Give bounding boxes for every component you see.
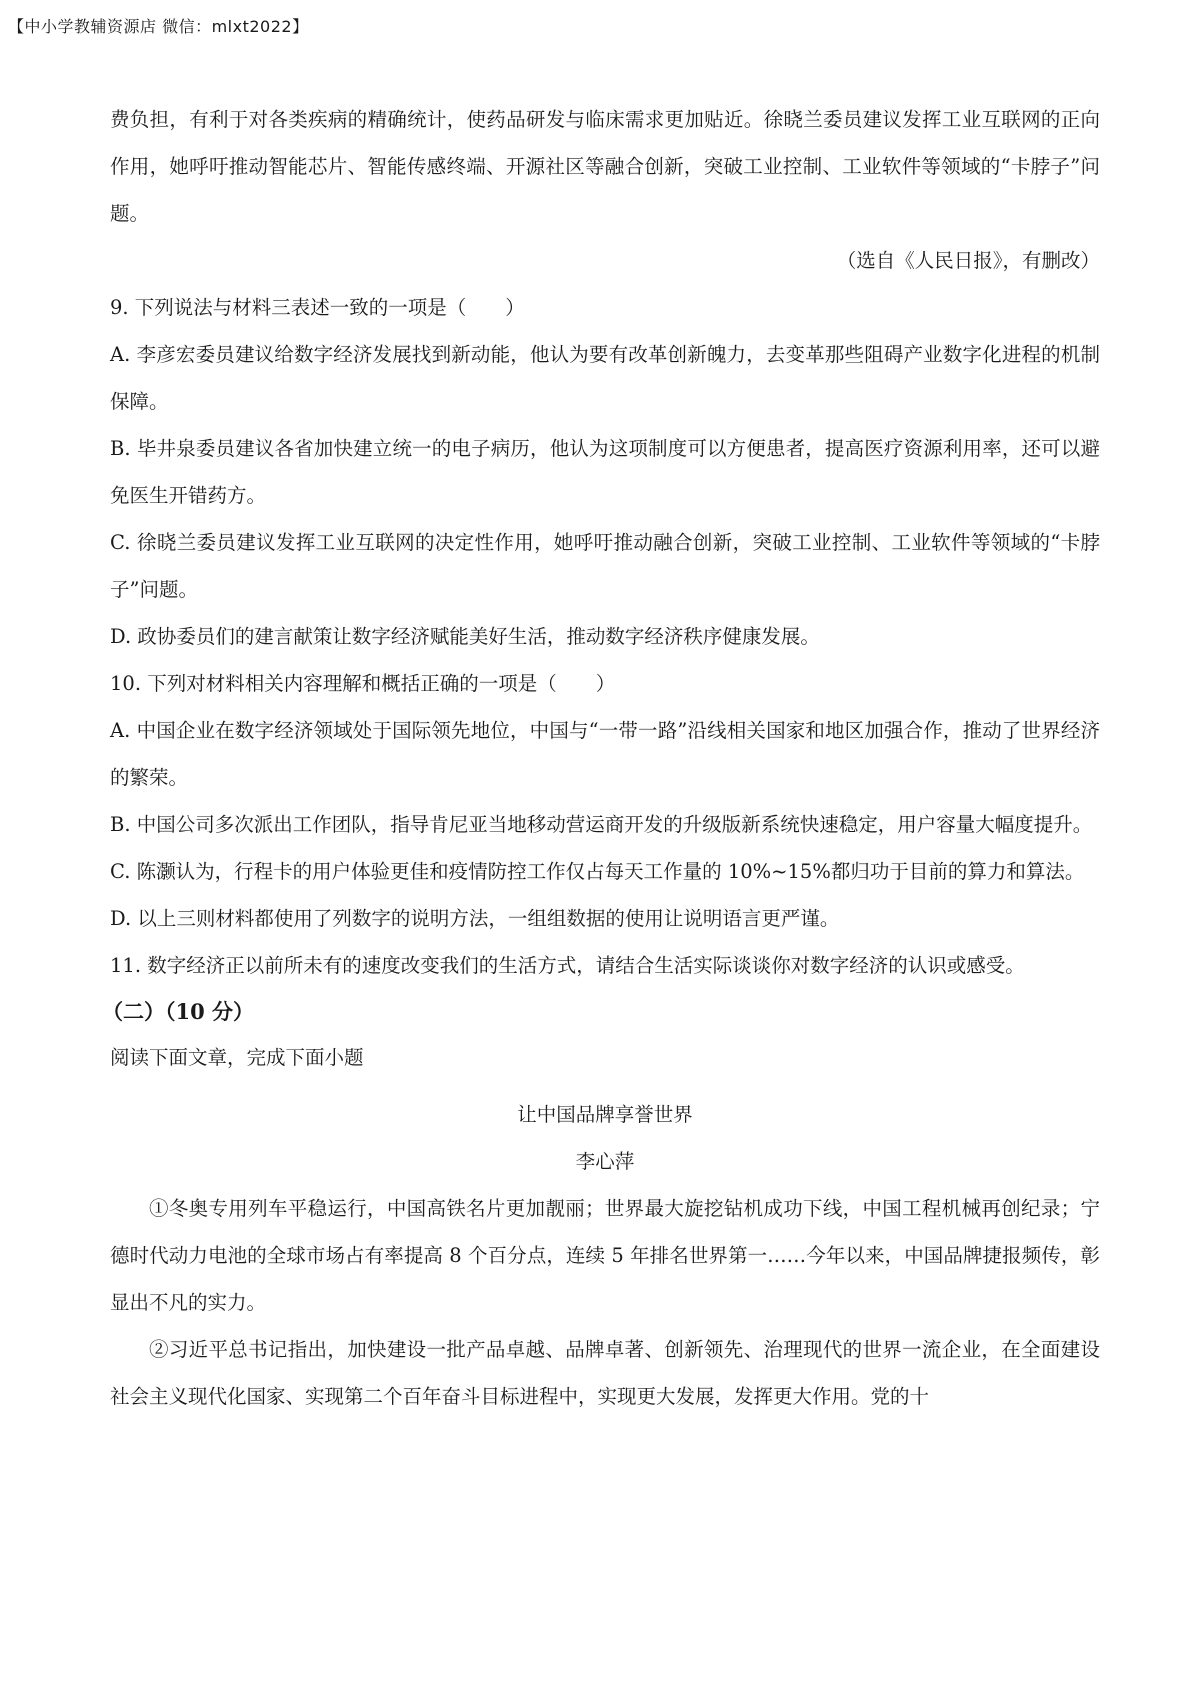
option-c: C. 陈灏认为，行程卡的用户体验更佳和疫情防控工作仅占每天工作量的 10%~15%都归功于目前的算力和算法。 <box>110 860 1085 883</box>
option-b: B. 毕井泉委员建议各省加快建立统一的电子病历，他认为这项制度可以方便患者，提高医疗资源利用率，还可以避免医生开错药方。 <box>110 437 1100 507</box>
question-stem: 9. 下列说法与材料三表述一致的一项是（ ） <box>110 296 525 319</box>
question-11 <box>110 942 1100 989</box>
article-paragraph-1: ①冬奥专用列车平稳运行，中国高铁名片更加靓丽；世界最大旋挖钻机成功下线，中国工程机械再创纪录；宁德时代动力电池的全球市场占有率提高 8 个百分点，连续 5 年排名世界第一……今年以来，中国品牌捷报频传，彰显出不凡的实力。 <box>110 1197 1100 1314</box>
option-a: A. 中国企业在数字经济领域处于国际领先地位，中国与“一带一路”沿线相关国家和地区加强合作，推动了世界经济的繁荣。 <box>110 719 1100 789</box>
section-heading: （二）（10 分） <box>102 999 255 1024</box>
question-10 <box>110 660 1100 942</box>
source-citation: （选自《人民日报》，有删改） <box>836 249 1100 272</box>
article-title: 让中国品牌享誉世界 <box>517 1103 693 1126</box>
question-stem: 11. 数字经济正以前所未有的速度改变我们的生活方式，请结合生活实际谈谈你对数字经济的认识或感受。 <box>110 954 1025 977</box>
material-paragraph: 费负担，有利于对各类疾病的精确统计，使药品研发与临床需求更加贴近。徐晓兰委员建议发挥工业互联网的正向作用，她呼吁推动智能芯片、智能传感终端、开源社区等融合创新，突破工业控制、工业软件等领域的“卡脖子”问题。 <box>110 108 1100 225</box>
option-d: D. 政协委员们的建言献策让数字经济赋能美好生活，推动数字经济秩序健康发展。 <box>110 625 820 648</box>
option-d: D. 以上三则材料都使用了列数字的说明方法，一组组数据的使用让说明语言更严谨。 <box>110 907 840 930</box>
option-a: A. 李彦宏委员建议给数字经济发展找到新动能，他认为要有改革创新魄力，去变革那些阻碍产业数字化进程的机制保障。 <box>110 343 1100 413</box>
article-author: 李心萍 <box>575 1150 635 1173</box>
option-b: B. 中国公司多次派出工作团队，指导肯尼亚当地移动营运商开发的升级版新系统快速稳定，用户容量大幅度提升。 <box>110 813 1093 836</box>
option-c: C. 徐晓兰委员建议发挥工业互联网的决定性作用，她呼吁推动融合创新，突破工业控制、工业软件等领域的“卡脖子”问题。 <box>110 531 1100 601</box>
watermark-header: 【中小学教辅资源店 微信：mlxt2022】 <box>8 17 309 36</box>
question-stem: 10. 下列对材料相关内容理解和概括正确的一项是（ ） <box>110 672 616 695</box>
article-paragraph-2: ②习近平总书记指出，加快建设一批产品卓越、品牌卓著、创新领先、治理现代的世界一流企业，在全面建设社会主义现代化国家、实现第二个百年奋斗目标进程中，实现更大发展，发挥更大作用。党的十 <box>110 1338 1100 1408</box>
section-instruction: 阅读下面文章，完成下面小题 <box>110 1046 364 1069</box>
document-body <box>102 96 1100 1420</box>
question-9 <box>110 284 1100 660</box>
